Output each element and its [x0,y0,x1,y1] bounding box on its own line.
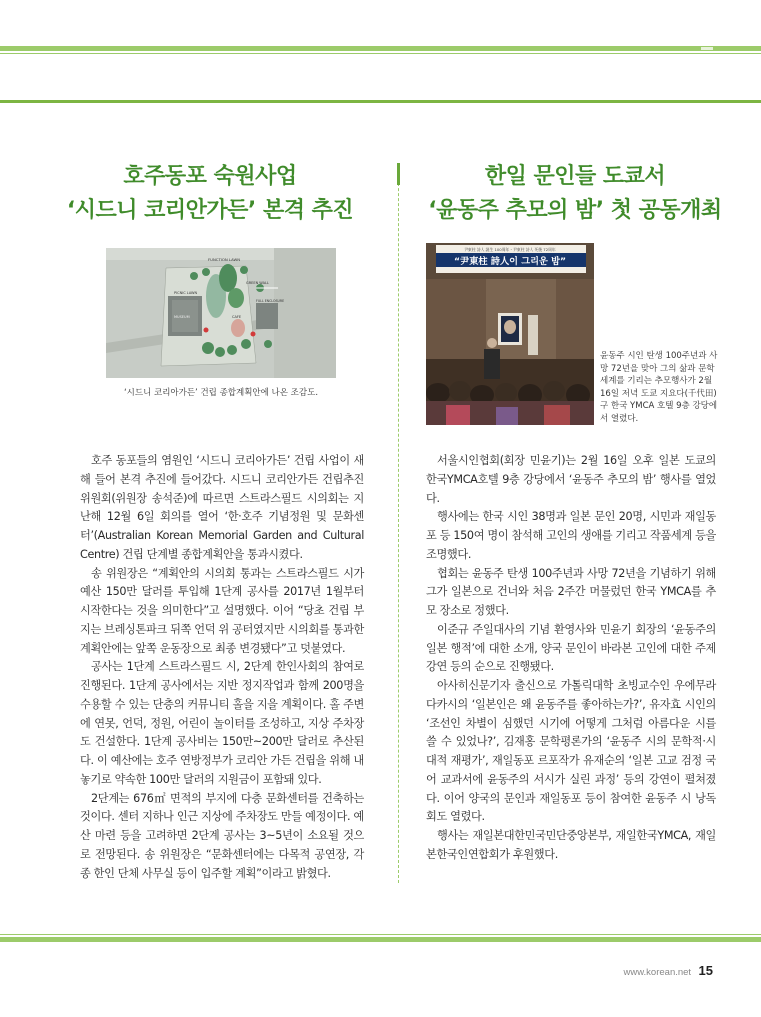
right-paragraph: 서울시인협회(회장 민윤기)는 2월 16일 오후 일본 도쿄의 한국YMCA호텔 9층 강당에서 ‘윤동주 추모의 밤’ 행사를 열었다. [426,454,716,505]
garden-site-plan-image [106,248,336,378]
column-divider [398,163,399,883]
bottom-green-band [0,934,761,942]
left-headline-line1: 호주동포 숙원사업 [123,164,297,189]
right-article-headline [410,160,740,228]
right-headline-line1: 한일 문인들 도쿄서 [484,164,666,189]
plan-label-function-lawn: FUNCTION LAWN [208,257,241,262]
footer-url: www.korean.net [623,967,692,978]
banner-title: “尹東柱 詩人이 그리운 밤” [454,256,566,267]
left-paragraph: 2단계는 676㎡ 면적의 부지에 다층 문화센터를 건축하는 것이다. 센터 지하나 인근 지상에 주차장도 만들 예정이다. 예산 마련 등을 고려하면 2단계 공사는 3~5년이 소요될 것으로 전망된다. 송 위원장은 “문화센터에는 다목적 공연장, 각종 한인 단체 사무실 등이 입주할 계획”이라고 밝혔다. [80,791,364,880]
left-article-body [80,452,364,883]
left-paragraph: 공사는 1단계 스트라스필드 시, 2단계 한인사회의 참여로 진행된다. 1단계 공사에서는 지반 정지작업과 함께 200명을 수용할 수 있는 단층의 커뮤니티 홀을 지을 계획이다. 홀 주변에 연못, 언덕, 정원, 어린이 놀이터를 조성하고, 지상 주차장도 건설한다. 1단계 공사비는 150만~200만 달러로 추산된다. 이 예산에는 호주 연방정부가 코리안 가든 건립을 위해 내놓기로 약속한 100만 달러의 지원금이 포함돼 있다. [80,660,364,786]
left-article-headline [50,160,370,228]
site-plan-illustration [106,248,336,378]
right-image-caption: 윤동주 시인 탄생 100주년과 사망 72년을 맞아 그의 삶과 문학세계를 기리는 추모행사가 2월 16일 저녁 도쿄 지요다(千代田)구 한국 YMCA 호텔 9층 강당에서 열렸다. [600,351,718,424]
right-paragraph: 아사히신문기자 출신으로 가톨릭대학 초빙교수인 우에무라 다카시의 ‘일본인은 왜 윤동주를 좋아하는가?’, 유자효 시인의 ‘조선인 차별이 심했던 시기에 어떻게 그처럼 아름다운 시를 쓸 수 있었나?’, 김재홍 문학평론가의 ‘윤동주 시의 문학적·시대적 재평가’, 재일동포 르포작가 유재순의 ‘일본 고교 검정 국어 교과서에 윤동주의 서시가 실린 과정’ 등의 강연이 펼쳐졌다. 이어 양국의 문인과 재일동포 등이 참여한 윤동주 시 낭독회도 열렸다. [426,679,717,824]
page-number: 15 [698,963,713,978]
plan-label-picnic-lawn: PICNIC LAWN [174,291,198,295]
event-photo-illustration [426,243,594,425]
right-article-body [426,452,716,865]
left-headline-line2: ‘시드니 코리안가든’ 본격 추진 [66,198,354,223]
left-image-caption: ‘시드니 코리아가든’ 건립 종합계획안에 나온 조감도. [123,388,319,398]
left-paragraph: 호주 동포들의 염원인 ‘시드니 코리아가든’ 건립 사업이 새해 들어 본격 추진에 들어갔다. 시드니 코리안가든 건립추진위원회(위원장 송석준)에 따르면 스트라스필드 시의회는 지난해 12월 6일 회의를 열어 ‘한·호주 기념정원 및 문화센터’(Australian Korean Memorial Garden and Cultural Centre) 건립 단계별 종합계획안을 통과시켰다. [80,454,364,561]
header-green-rule [0,100,761,103]
memorial-event-photo [426,243,594,425]
right-paragraph: 행사에는 한국 시인 38명과 일본 문인 20명, 시민과 재일동포 등 150여 명이 참석해 고인의 생애를 기리고 작품세계 등을 조명했다. [426,510,716,561]
right-headline-line2: ‘윤동주 추모의 밤’ 첫 공동개최 [428,198,722,223]
plan-label-green-wall: GREEN WALL [246,281,269,285]
plan-label-full-enclosure: FULL ENCLOSURE [256,299,285,303]
left-paragraph: 송 위원장은 “계획안의 시의회 통과는 스트라스필드 시가 예산 150만 달러를 투입해 1단계 공사를 2017년 1월부터 시작한다는 것을 의미한다”고 설명했다. 이어 “당초 건립 부지는 브레싱톤파크 뒤쪽 언덕 위 공터였지만 시의회를 통과한 계획안에는 앞쪽 운동장으로 최종 변경됐다”고 덧붙였다. [80,566,364,655]
right-paragraph: 협회는 윤동주 탄생 100주년과 사망 72년을 기념하기 위해 그가 일본으로 건너와 처음 2주간 머물렀던 한국 YMCA를 추모 장소로 정했다. [426,566,716,617]
plan-label-museum: MUSEUM [174,315,190,319]
page-footer [623,962,713,980]
right-paragraph: 이준규 주일대사의 기념 환영사와 민윤기 회장의 ‘윤동주의 일본 행적’에 대한 소개, 양국 문인이 바라본 고인에 대한 주제 강연 등의 순으로 진행됐다. [426,622,716,674]
plan-label-cafe: CAFE [232,315,242,319]
right-paragraph: 행사는 재일본대한민국민단중앙본부, 재일한국YMCA, 재일본한국인연합회가 후원했다. [426,829,716,861]
banner-subtitle: 尹東柱 詩人 誕生 100周年・尹東柱 詩人 死後 72周年 [464,247,556,252]
top-green-band [0,46,761,54]
